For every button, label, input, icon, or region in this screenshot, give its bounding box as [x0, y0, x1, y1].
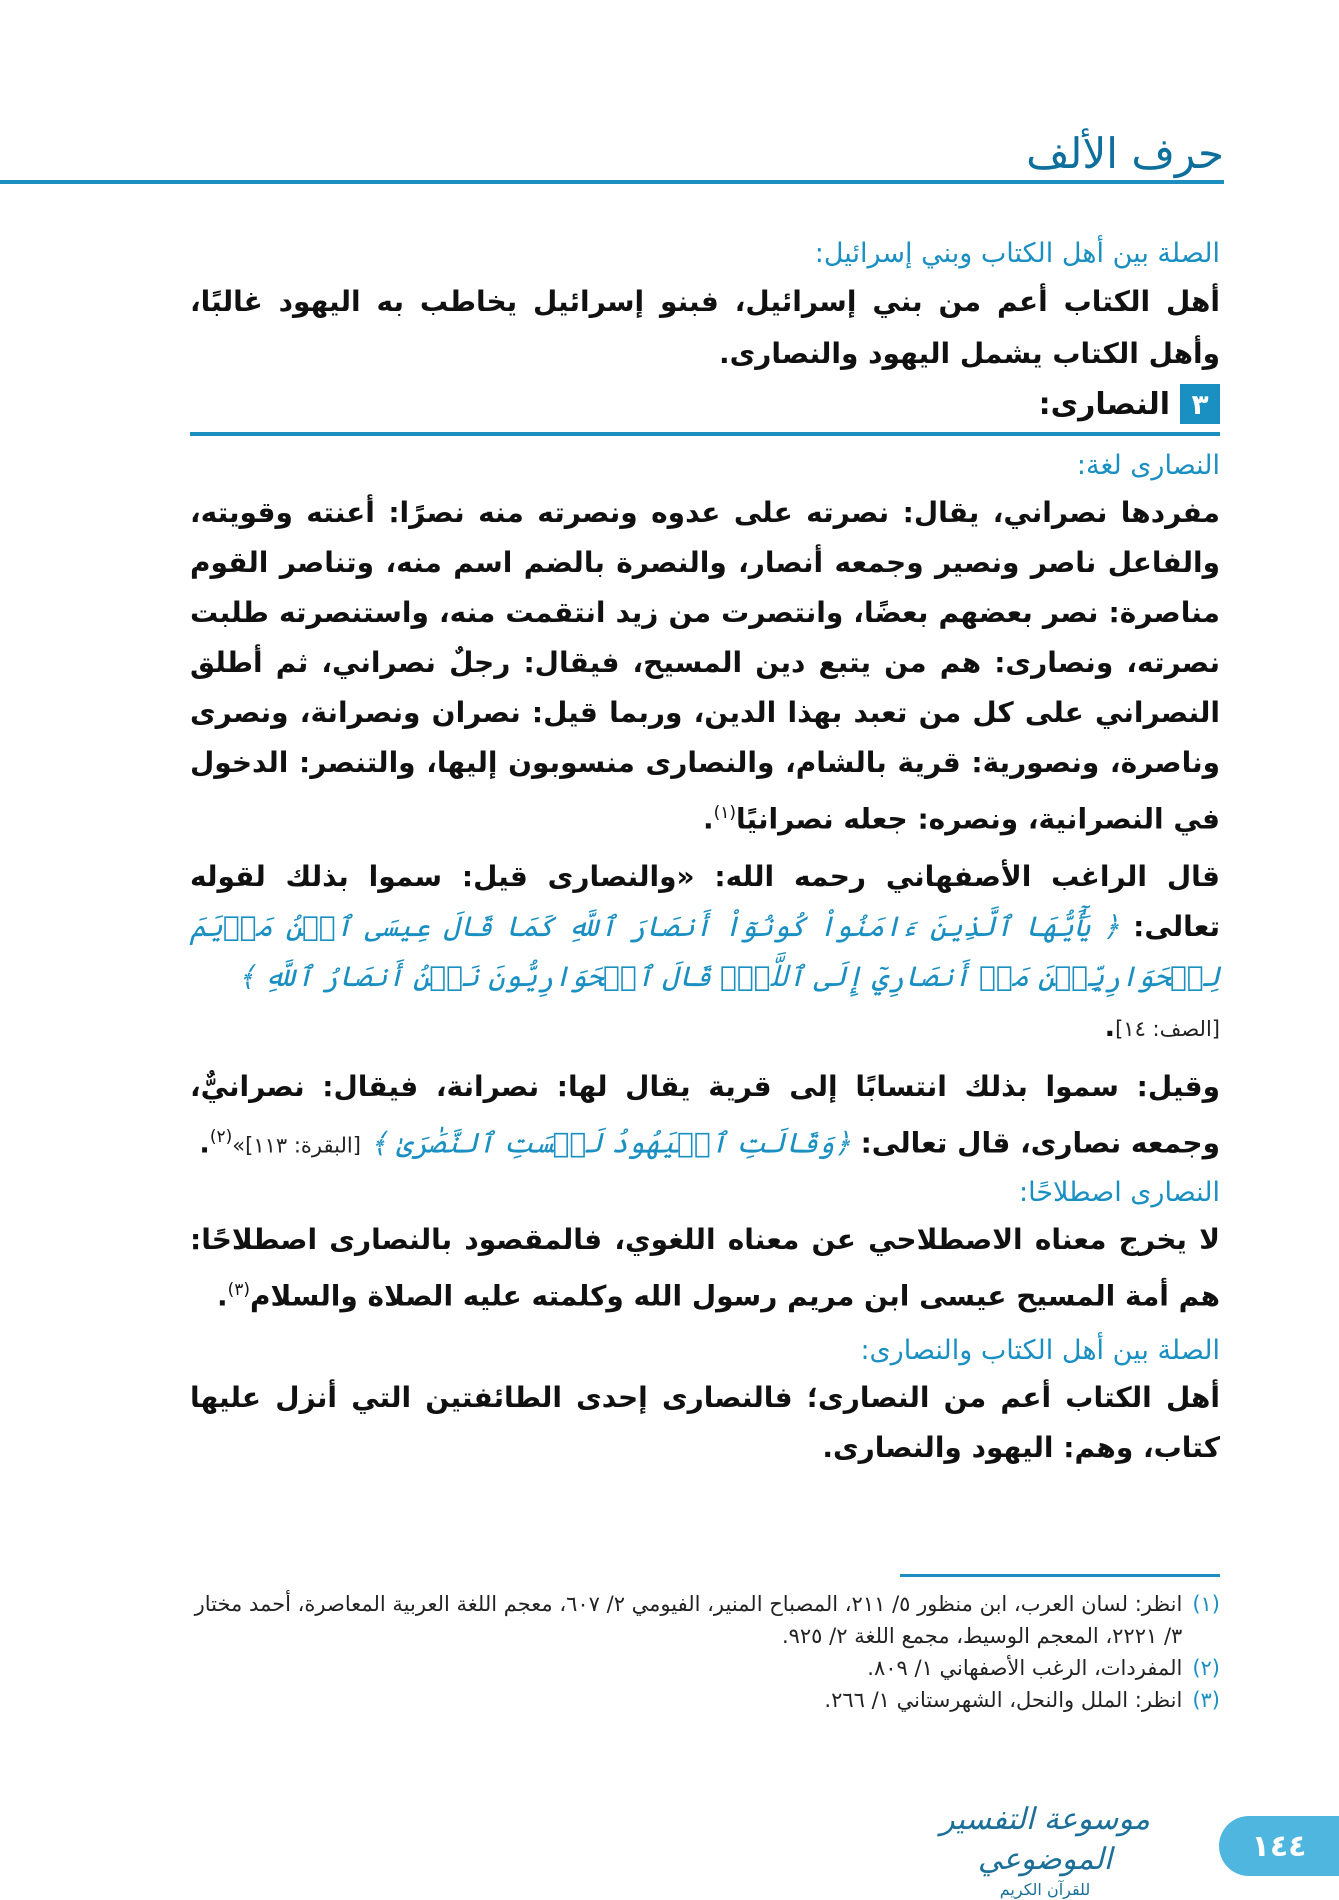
- paragraph-qil: [190, 1062, 1220, 1170]
- qil-end: .: [199, 1126, 210, 1160]
- paragraph-istilah: [190, 1215, 1220, 1321]
- section-number-badge: ٣: [1180, 384, 1220, 424]
- page-header: [0, 128, 1224, 184]
- main-content: [190, 232, 1220, 1473]
- paragraph-raghib: [190, 852, 1220, 1054]
- footnote-separator: [900, 1574, 1220, 1577]
- subheading-istilah: النصارى اصطلاحًا:: [1019, 1176, 1220, 1208]
- lugha-text: مفردها نصراني، يقال: نصرته على عدوه ونصرته منه نصرًا: أعنته وقويته، والفاعل ناصر ونصير وجمعه أنصار، والنصرة بالضم اسم منه، وتناصر القوم مناصرة: نصر بعضهم بعضًا، وانتصرت من زيد انتقمت منه، واستنصرته طلبت نصرته، ونصارى: هم من يتبع دين المسيح، فيقال: رجلٌ نصراني، ثم أطلق النصراني على كل من تعبد بهذا الدين، وربما قيل: نصران ونصرانة، ونصرى وناصرة، ونصورية: قرية بالشام، والنصارى منسوبون إليها، والتنصر: الدخول في النصرانية، ونصره: جعله نصرانيًا: [190, 496, 1220, 836]
- encyclopedia-logo: [900, 1800, 1190, 1899]
- footnote-marker-1[interactable]: (١): [713, 803, 737, 823]
- footnote-marker-2[interactable]: (٢): [209, 1127, 233, 1148]
- footnote-number: (١): [1192, 1592, 1220, 1616]
- lugha-end: .: [702, 802, 714, 836]
- footnote-list: [190, 1588, 1220, 1716]
- logo-title: موسوعة التفسير الموضوعي: [940, 1802, 1150, 1877]
- footnote-item: [190, 1652, 1220, 1684]
- footnote-text: انظر: الملل والنحل، الشهرستاني ١/ ٢٦٦.: [824, 1688, 1183, 1712]
- verse-reference-saff: [الصف: ١٤]: [1115, 1017, 1220, 1042]
- quran-verse-saff: ﴿ يَٰٓأَيُّهَا ٱلَّذِينَ ءَامَنُواْ كُونُوٓاْ أَنصَارَ ٱللَّهِ كَمَا قَالَ عِيسَى ٱبۡنُ مَرۡيَمَ لِلۡحَوَارِيِّـۧنَ مَنۡ أَنصَارِيٓ إِلَى ٱللَّهِۖ قَالَ ٱلۡحَوَارِيُّونَ نَحۡنُ أَنصَارُ ٱللَّهِ ﴾: [190, 910, 1220, 994]
- istilah-end: .: [216, 1278, 228, 1312]
- footnote-marker-3[interactable]: (٣): [227, 1279, 251, 1300]
- raghib-intro: قال الراغب الأصفهاني رحمه الله: «والنصارى قيل: سموا بذلك لقوله تعالى:: [190, 860, 1221, 944]
- subheading-sila-nasara: الصلة بين أهل الكتاب والنصارى:: [860, 1334, 1220, 1366]
- footnote-number: (٢): [1192, 1656, 1220, 1680]
- footnote-item: [190, 1684, 1220, 1716]
- page-number: ١٤٤: [1251, 1828, 1307, 1864]
- istilah-text: لا يخرج معناه الاصطلاحي عن معناه اللغوي، فالمقصود بالنصارى اصطلاحًا: هم أمة المسيح عيسى ابن مريم رسول الله وكلمته عليه الصلاة والسلام: [190, 1222, 1220, 1312]
- section-title: النصارى:: [1038, 386, 1170, 422]
- raghib-end: .: [1104, 1010, 1116, 1044]
- paragraph-sila-bani-israil: أهل الكتاب أعم من بني إسرائيل، فبنو إسرائيل يخاطب به اليهود غالبًا، وأهل الكتاب يشمل اليهود والنصارى.: [190, 285, 1220, 370]
- quran-verse-baqara: ﴿وَقَالَتِ ٱلۡيَهُودُ لَيۡسَتِ ٱلنَّصَٰرَىٰ ﴾: [370, 1126, 851, 1160]
- footnote-number: (٣): [1192, 1688, 1220, 1712]
- footnote-item: [190, 1588, 1220, 1652]
- logo-subtitle: للقرآن الكريم: [999, 1880, 1091, 1899]
- section-heading-nasara: [190, 384, 1220, 436]
- paragraph-sila-nasara: أهل الكتاب أعم من النصارى؛ فالنصارى إحدى الطائفتين التي أنزل عليها كتاب، وهم: اليهود والنصارى.: [190, 1380, 1220, 1464]
- subheading-sila-bani-israil: الصلة بين أهل الكتاب وبني إسرائيل:: [814, 238, 1220, 269]
- verse-reference-baqara: [البقرة: ١١٣]»: [232, 1133, 361, 1158]
- footnote-text: انظر: لسان العرب، ابن منظور ٥/ ٢١١، المصباح المنير، الفيومي ٢/ ٦٠٧، معجم اللغة العربية المعاصرة، أحمد مختار ٣/ ٢٢٢١، المعجم الوسيط، مجمع اللغة ٢/ ٩٢٥.: [194, 1592, 1183, 1648]
- paragraph-lugha: [190, 488, 1220, 844]
- subheading-lugha: النصارى لغة:: [1076, 450, 1220, 481]
- page-number-tab: [1219, 1816, 1339, 1876]
- qil-text: وقيل: سموا بذلك انتسابًا إلى قرية يقال لها: نصرانة، فيقال: نصرانيٌّ، وجمعه نصارى، قال تعالى:: [190, 1070, 1220, 1160]
- chapter-title: حرف الألف: [1026, 129, 1224, 178]
- footnote-text: المفردات، الرغب الأصفهاني ١/ ٨٠٩.: [867, 1656, 1183, 1680]
